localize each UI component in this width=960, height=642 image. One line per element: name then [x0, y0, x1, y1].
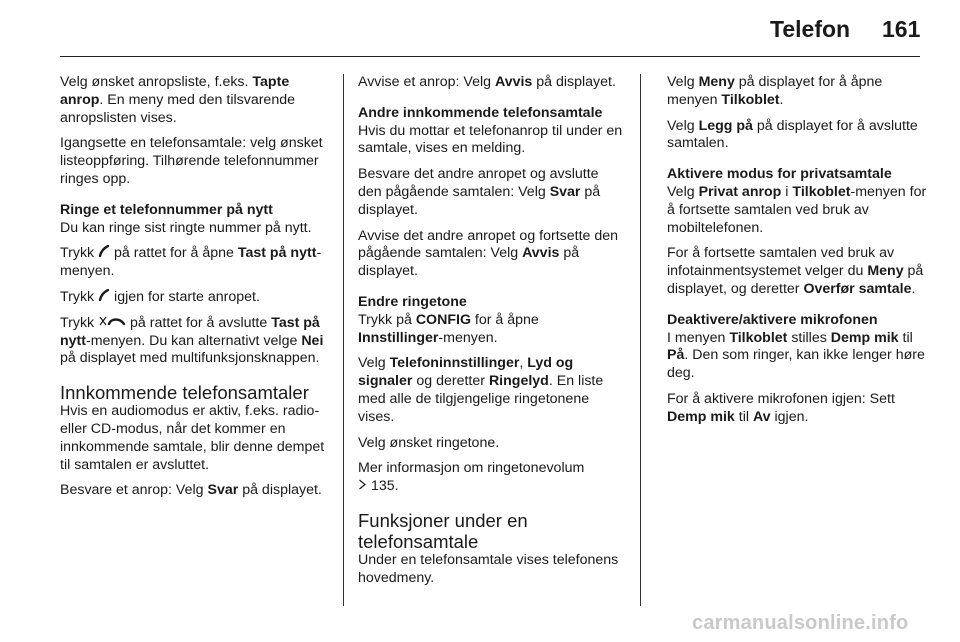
section-heading: Endre ringetone [358, 293, 467, 310]
menu-term: Demp mik [830, 329, 899, 346]
menu-term: Legg på [698, 117, 753, 134]
text: -menyen. [438, 329, 498, 346]
paragraph [667, 330, 935, 383]
section-private-call [667, 166, 935, 299]
menu-term: Lyd og signaler [358, 355, 574, 390]
paragraph: Hvis du mottar et telefonanrop til under en samtale, vises en melding. [358, 122, 623, 157]
phone-handset-icon [98, 245, 110, 263]
menu-term: Meny [867, 263, 904, 280]
section-heading: Andre innkommende telefonsamtale [358, 104, 603, 121]
text: . [779, 91, 784, 108]
header-rule [60, 56, 920, 57]
text: Velg [667, 74, 699, 90]
menu-term: Av [752, 408, 771, 425]
hang-up-icon [98, 315, 126, 333]
page-reference: 135. [367, 478, 399, 495]
section-heading: Ringe et telefonnummer på nytt [60, 201, 273, 218]
watermark: carmanualsonline.info [692, 612, 909, 634]
text: igjen for starte anropet. [110, 288, 260, 305]
paragraph-menu [667, 74, 935, 110]
paragraph [358, 312, 626, 348]
column-divider-1 [343, 74, 344, 606]
paragraph [60, 289, 328, 307]
text: Trykk [60, 288, 99, 305]
menu-term: Tilkoblet [792, 183, 851, 200]
text: på displayet for å avslutte samtalen. [667, 117, 918, 152]
text: til [734, 408, 753, 425]
text: Avvise et anrop: Velg [358, 74, 495, 90]
section-second-call [358, 105, 626, 281]
section-title-incoming-calls: Innkommende telefonsamtaler [60, 382, 309, 404]
text: -menyen. [60, 245, 322, 280]
menu-term: Tast på nytt [60, 314, 320, 349]
text: I menyen [667, 329, 730, 346]
text: på displayet med multifunksjonsknappen. [60, 350, 320, 367]
section-ringtone [358, 294, 626, 496]
menu-term: Nei [301, 332, 324, 349]
menu-term: Svar [549, 183, 581, 200]
menu-term: Avvis [494, 74, 533, 90]
text: på displayet. [358, 183, 601, 218]
text: på displayet. [238, 482, 322, 499]
text: . Den som ringer, kan ikke lenger høre deg. [667, 347, 925, 382]
paragraph [667, 184, 935, 237]
paragraph-reject-call [358, 74, 626, 92]
paragraph [60, 245, 328, 281]
text: for å åpne [470, 311, 539, 328]
text: Mer informasjon om ringetonevolum [358, 460, 585, 477]
text: Velg [358, 355, 390, 372]
menu-term: Telefoninnstillinger [389, 355, 520, 372]
text: For å fortsette samtalen ved bruk av infotainmentsystemet velger du [667, 245, 895, 280]
section-heading: Aktivere modus for privatsamtale [667, 166, 892, 183]
text: stilles [787, 329, 831, 346]
text: på displayet. [358, 245, 580, 280]
page-number: 161 [882, 16, 921, 42]
menu-term: Svar [207, 482, 239, 499]
text: , [519, 355, 528, 372]
paragraph [358, 460, 626, 496]
paragraph [667, 245, 935, 298]
phone-handset-icon [98, 289, 110, 307]
arrow-icon [358, 478, 367, 496]
menu-term: Avvis [522, 245, 560, 262]
paragraph-hangup [667, 118, 935, 154]
menu-term: Tapte anrop [60, 74, 290, 108]
text: . En liste med alle de tilgjengelige ringetonene vises. [358, 373, 604, 425]
column-divider-2 [640, 74, 641, 606]
header-title: Telefon [770, 16, 851, 42]
section-redial [60, 202, 328, 368]
menu-term: På [667, 347, 685, 364]
text: Avvise det andre anropet og fortsette den pågående samtalen: Velg [358, 227, 619, 262]
menu-term: CONFIG [415, 311, 471, 328]
text: Trykk [60, 245, 99, 262]
text: igjen. [770, 408, 809, 425]
menu-term: Tilkoblet [729, 329, 788, 346]
text: på displayet, og deretter [667, 263, 924, 297]
text: på rattet for å avslutte [126, 314, 272, 331]
text: på rattet for å åpne [110, 245, 238, 262]
text: på displayet for å åpne menyen [667, 74, 883, 108]
text: Velg [667, 183, 699, 200]
paragraph [358, 355, 626, 426]
paragraph: Du kan ringe sist ringte nummer på nytt. [60, 219, 312, 236]
menu-term: Tast på nytt [237, 245, 317, 262]
column-3 [667, 74, 935, 435]
text: -menyen for å fortsette samtalen ved bruk av mobiltelefonen. [667, 183, 927, 236]
text: -menyen. Du kan alternativt velge [86, 332, 302, 349]
text: . [911, 280, 916, 297]
text: Besvare et anrop: Velg [60, 482, 208, 499]
menu-term: Innstillinger [358, 329, 439, 346]
section-microphone [667, 312, 935, 427]
text: på displayet. [532, 74, 616, 90]
column-1 [60, 74, 328, 508]
paragraph [667, 391, 935, 427]
menu-term: Tilkoblet [721, 91, 780, 108]
text: og deretter [412, 373, 489, 390]
text: til [898, 329, 913, 346]
section-heading: Deaktivere/aktivere mikrofonen [667, 311, 878, 328]
paragraph-start-call: Igangsette en telefonsamtale: velg ønsket listeoppføring. Tilhørende telefonnummer ringes opp. [60, 135, 323, 187]
paragraph: Velg ønsket ringetone. [358, 434, 500, 451]
page-header [0, 0, 960, 60]
text: Velg [667, 117, 699, 134]
menu-term: Meny [698, 74, 735, 90]
paragraph-call-list [60, 74, 328, 127]
menu-term: Overfør samtale [803, 280, 912, 297]
text: Trykk [60, 314, 99, 331]
text: . En meny med den tilsvarende anropslisten vises. [60, 91, 295, 126]
text: For å aktivere mikrofonen igjen: Sett [667, 390, 895, 407]
paragraph: Hvis en audiomodus er aktiv, f.eks. radio- eller CD-modus, når det kommer en innkommende samtale, blir denne dempet til samtalen er avsluttet. [60, 403, 325, 473]
paragraph: Under en telefonsamtale vises telefonens hovedmeny. [358, 551, 619, 586]
column-2 [358, 74, 626, 596]
text: Trykk på [358, 311, 416, 328]
paragraph [60, 482, 328, 500]
menu-term: Privat anrop [698, 183, 782, 200]
text: i [781, 183, 793, 200]
menu-term: Demp mik [667, 408, 735, 425]
text: Velg ønsket anropsliste, f.eks. [60, 74, 253, 90]
menu-term: Ringelyd [488, 373, 549, 390]
paragraph [358, 228, 626, 281]
section-title-call-functions: Funksjoner under en telefonsamtale [358, 509, 528, 552]
paragraph [358, 166, 626, 219]
text: Besvare det andre anropet og avslutte den pågående samtalen: Velg [358, 166, 599, 200]
paragraph [60, 315, 328, 368]
